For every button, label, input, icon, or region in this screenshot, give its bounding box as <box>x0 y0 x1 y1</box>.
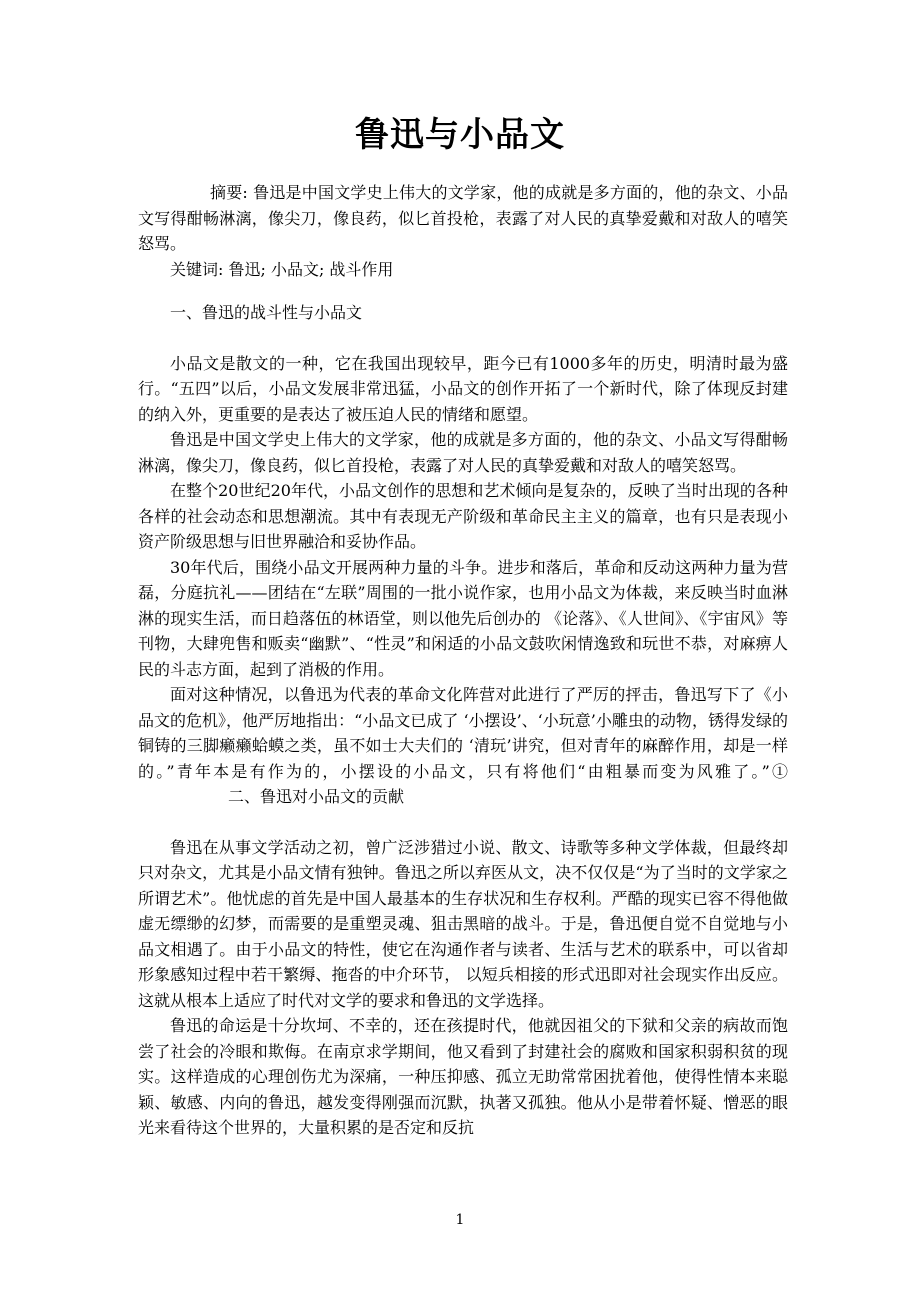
abstract: 摘要: 鲁迅是中国文学史上伟大的文学家，他的成就是多方面的，他的杂文、小品文写得酣畅淋漓，像尖刀，像良药，似匕首投枪，表露了对人民的真挚爱戴和对敌人的嘻笑怒骂。 <box>138 183 788 253</box>
spacer <box>138 810 788 835</box>
document-title: 鲁迅与小品文 <box>355 115 565 155</box>
keywords: 关键词: 鲁迅; 小品文; 战斗作用 <box>170 259 394 279</box>
section-heading-1: 一、鲁迅的战斗性与小品文 <box>170 303 363 322</box>
paragraph: 小品文是散文的一种，它在我国出现较早，距今已有1000多年的历史，明清时最为盛行。“五四”以后，小品文发展非常迅猛，小品文的创作开拓了一个新时代，除了体现反封建的纳入外，更重要的是表达了被压迫人民的情绪和愿望。 <box>138 353 788 424</box>
paragraph: 鲁迅在从事文学活动之初，曾广泛涉猎过小说、散文、诗歌等多种文学体裁，但最终却只对杂文，尤其是小品文情有独钟。鲁迅之所以弃医从文，决不仅仅是“为了当时的文学家之所谓艺术”。他忧虑的首先是中国人最基本的生存状况和生存权利。严酷的现实已容不得他做虚无缥缈的幻梦，而需要的是重塑灵魂、狙击黑暗的战斗。于是，鲁迅便自觉不自觉地与小品文相遇了。由于小品文的特性，使它在沟通作者与读者、生活与艺术的联系中，可以省却形象感知过程中若干繁缛、拖沓的中介环节， 以短兵相接的形式迅即对社会现实作出反应。这就从根本上适应了时代对文学的要求和鲁迅的文学选择。 <box>138 837 788 1010</box>
spacer <box>138 282 788 300</box>
paragraph: 在整个20世纪20年代，小品文创作的思想和艺术倾向是复杂的，反映了当时出现的各种各样的社会动态和思想潮流。其中有表现无产阶级和革命民主主义的篇章，也有只是表现小资产阶级思想与旧世界融洽和妥协作品。 <box>138 481 788 551</box>
paragraph <box>138 682 788 810</box>
paragraph-text: 面对这种情况，以鲁迅为代表的革命文化阵营对此进行了严厉的抨击，鲁迅写下了《小品文的危机》，他严厉地指出：“小品文已成了 ‘小摆设’、‘小玩意’小雕虫的动物，锈得发绿的铜铸的三脚癞癞蛤蟆之类，虽不如士大夫们的 ‘清玩’讲究，但对青年的麻醉作用，却是一样的。”青年本是有作为的，小摆设的小品文，只有将他们“由粗暴而变为风雅了。”① <box>138 685 788 781</box>
paragraph: 鲁迅是中国文学史上伟大的文学家，他的成就是多方面的，他的杂文、小品文写得酣畅淋漓，像尖刀，像良药，似匕首投枪，表露了对人民的真挚爱戴和对敌人的嘻笑怒骂。 <box>138 430 788 475</box>
page-number: 1 <box>455 1212 465 1228</box>
spacer <box>138 326 788 351</box>
document-body <box>138 180 788 1141</box>
paragraph: 30年代后，围绕小品文开展两种力量的斗争。进步和落后，革命和反动这两种力量为营磊，分庭抗礼——团结在“左联”周围的一批小说作家，也用小品文为体裁，来反映当时血淋淋的现实生活，而日趋落伍的林语堂，则以他先后创办的 《论落》、《人世间》、《宇宙风》等刊物，大肆兜售和贩卖“幽默”、“性灵”和闲适的小品文鼓吹闲情逸致和玩世不恭，对麻痹人民的斗志方面，起到了消极的作用。 <box>138 557 788 679</box>
section-heading-2: 二、鲁迅对小品文的贡献 <box>228 787 405 806</box>
paragraph: 鲁迅的命运是十分坎坷、不幸的，还在孩提时代，他就因祖父的下狱和父亲的病故而饱尝了社会的冷眼和欺侮。在南京求学期间，他又看到了封建社会的腐败和国家积弱积贫的现实。这样造成的心理创伤尤为深痛，一种压抑感、孤立无助常常困扰着他，使得性情本来聪颖、敏感、内向的鲁迅，越发变得刚强而沉默，执著又孤独。他从小是带着怀疑、憎恶的眼光来看待这个世界的，大量积累的是否定和反抗 <box>138 1016 788 1137</box>
